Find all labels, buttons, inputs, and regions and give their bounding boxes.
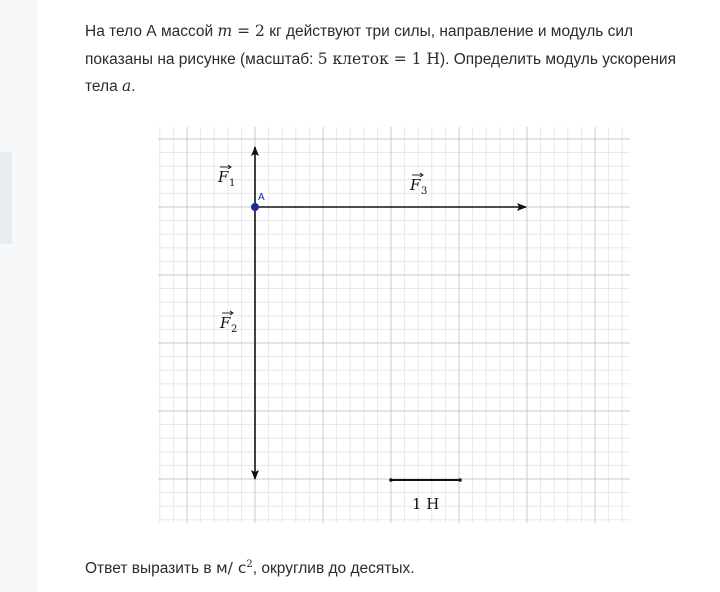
problem-text-part1: На тело А массой [85,23,218,40]
mass-value: = 2 [232,22,265,40]
scale-label: 1 H [412,495,440,513]
f3-letter: F [410,176,421,194]
problem-text-part3: ). Определить модуль ускорения тела [85,50,676,95]
f2-subscript: 2 [231,324,238,335]
f2-label [219,311,237,335]
force-diagram-svg [158,127,630,523]
answer-prefix: Ответ выразить в [85,560,216,577]
force-diagram [158,127,630,523]
f1-subscript: 1 [229,178,236,189]
answer-instruction [85,556,415,581]
problem-text [85,18,695,101]
answer-suffix: , округлив до десятых. [252,560,415,577]
problem-block [85,18,695,101]
scale-equation: 5 клеток = 1 Н [317,49,440,68]
scale-bar-end [458,478,462,482]
point-a-label: A [258,192,265,203]
answer-unit-separator: / [227,559,238,577]
left-rail [0,0,38,592]
f1-letter: F [218,168,229,186]
rail-active-marker [0,152,12,244]
problem-text-part4: . [131,78,136,95]
answer-unit-seconds: с [237,559,247,577]
problem-text-part2: кг действуют три силы, направление и модуль сил показаны на рисунке (масштаб: [85,23,634,68]
f1-label [217,165,235,189]
answer-unit-power: 2 [246,558,253,570]
answer-unit-meters: м [215,559,228,577]
point-a [251,203,259,211]
f3-label [409,173,427,197]
f2-letter: F [220,314,231,332]
scale-bar-start [389,478,393,482]
f3-subscript: 3 [421,186,428,197]
acceleration-variable: a [122,77,132,95]
mass-variable: m [217,22,233,40]
